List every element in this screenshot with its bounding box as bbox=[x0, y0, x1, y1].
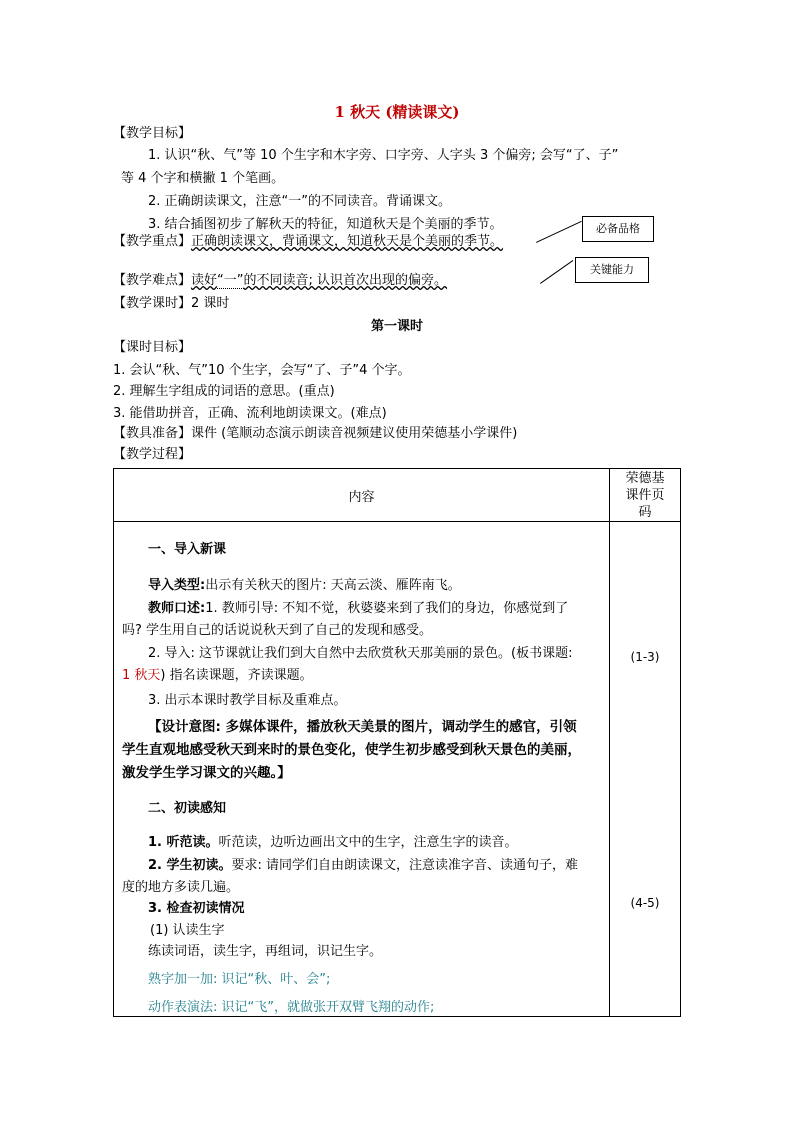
header-page-text: 荣德基课件页码 bbox=[625, 470, 665, 520]
page-cell bbox=[610, 522, 681, 1017]
s1-p2-b: ) 指名读课题，齐读课题。 bbox=[160, 668, 313, 683]
callout-character: 必备品格 bbox=[582, 216, 654, 242]
objective-1b: 等 4 个字和横撇 1 个笔画。 bbox=[121, 171, 285, 186]
header-page bbox=[610, 469, 681, 522]
difficulty-text-b: “一” bbox=[217, 273, 244, 288]
callout-connector-1 bbox=[536, 221, 582, 243]
objective-1a: 1. 认识“秋、气”等 10 个生字和木字旁、口字旁、人字头 3 个偏旁; 会写“了、子” bbox=[148, 148, 619, 163]
s1-p2-line bbox=[122, 664, 313, 683]
s1-teacher-label: 教师口述: bbox=[148, 601, 206, 616]
s1-type-text: 出示有关秋天的图片: 天高云淡、雁阵南飞。 bbox=[205, 578, 461, 593]
s2-2-label: 2. 学生初读。 bbox=[148, 858, 232, 873]
s1-p2-a: 2. 导入: 这节课就让我们到大自然中去欣赏秋天那美丽的景色。(板书课题: bbox=[148, 646, 573, 661]
lesson-goals-heading: 【课时目标】 bbox=[113, 340, 192, 355]
s1-teacher-text-b: 吗? 学生用自己的话说说秋天到了自己的发现和感受。 bbox=[122, 623, 433, 638]
difficulty-label: 【教学难点】 bbox=[113, 273, 192, 288]
s1-teacher bbox=[148, 597, 568, 616]
section-1-title: 一、导入新课 bbox=[148, 542, 227, 557]
lesson-goal-2: 2. 理解生字组成的词语的意思。(重点) bbox=[113, 384, 335, 399]
design-a: 【设计意图: 多媒体课件，播放秋天美景的图片，调动学生的感官，引领 bbox=[148, 719, 577, 735]
key-point-label: 【教学重点】 bbox=[113, 234, 192, 249]
s1-type bbox=[148, 574, 461, 593]
s1-type-label: 导入类型: bbox=[148, 578, 206, 593]
s1-p2-red: 1 秋天 bbox=[122, 668, 161, 683]
s1-teacher-text-a: 1. 教师引导: 不知不觉，秋婆婆来到了我们的身边，你感觉到了 bbox=[205, 601, 569, 616]
document-title: 1 秋天 (精读课文) bbox=[334, 103, 460, 121]
lesson-title: 第一课时 bbox=[370, 319, 423, 334]
design-b: 学生直观地感受秋天到来时的景色变化，使学生初步感受到秋天景色的美丽， bbox=[122, 742, 581, 758]
difficulty-text-c: 的不同读音; 认识首次出现的偏旁。 bbox=[243, 273, 448, 288]
difficulty bbox=[113, 272, 447, 290]
lesson-goal-1: 1. 会认“秋、气”10 个生字，会写“了、子”4 个字。 bbox=[113, 363, 411, 378]
s2-3-text: 练读词语，读生字，再组词，识记生字。 bbox=[148, 944, 383, 959]
callout-connector-2 bbox=[540, 260, 573, 284]
s2-3-label: 3. 检查初读情况 bbox=[148, 901, 245, 916]
page-ref-2: (4-5) bbox=[630, 896, 660, 910]
s2-2-text-b: 度的地方多读几遍。 bbox=[122, 880, 240, 895]
s2-2 bbox=[148, 854, 578, 873]
design-c: 激发学生学习课文的兴趣。】 bbox=[122, 765, 291, 781]
key-point-text: 正确朗读课文，背诵课文，知道秋天是个美丽的季节。 bbox=[191, 234, 504, 249]
s2-1-label: 1. 听范读。 bbox=[148, 835, 219, 850]
teaching-tools: 【教具准备】课件 (笔顺动态演示朗读音视频建议使用荣德基小学课件) bbox=[113, 426, 518, 441]
callout-ability: 关键能力 bbox=[575, 257, 649, 283]
s2-1-text: 听范读，边听边画出文中的生字，注意生字的读音。 bbox=[218, 835, 518, 850]
header-content: 内容 bbox=[114, 469, 610, 522]
objective-2: 2. 正确朗读课文，注意“一”的不同读音。背诵课文。 bbox=[148, 194, 452, 209]
tip-2: 动作表演法: 识记“飞”，就做张开双臂飞翔的动作; bbox=[148, 1000, 435, 1015]
s2-3-sub: (1) 认读生字 bbox=[150, 923, 225, 938]
process-table bbox=[113, 468, 681, 1017]
s2-1 bbox=[148, 831, 518, 850]
page-ref-1: (1-3) bbox=[630, 650, 660, 664]
tip-1: 熟字加一加: 识记“秋、叶、会”; bbox=[148, 972, 331, 987]
s2-2-text-a: 要求: 请同学们自由朗读课文，注意读准字音、读通句子，难 bbox=[231, 858, 579, 873]
s1-p3: 3. 出示本课时教学目标及重难点。 bbox=[148, 693, 347, 708]
objectives-heading: 【教学目标】 bbox=[113, 126, 192, 141]
class-hours: 【教学课时】2 课时 bbox=[113, 296, 230, 311]
teaching-process-heading: 【教学过程】 bbox=[113, 447, 192, 462]
difficulty-text-a: 读好 bbox=[191, 273, 218, 288]
key-point bbox=[113, 233, 503, 251]
section-2-title: 二、初读感知 bbox=[148, 801, 227, 816]
content-cell bbox=[114, 522, 610, 1017]
lesson-goal-3: 3. 能借助拼音，正确、流利地朗读课文。(难点) bbox=[113, 406, 387, 421]
objective-3: 3. 结合插图初步了解秋天的特征，知道秋天是个美丽的季节。 bbox=[148, 217, 503, 232]
